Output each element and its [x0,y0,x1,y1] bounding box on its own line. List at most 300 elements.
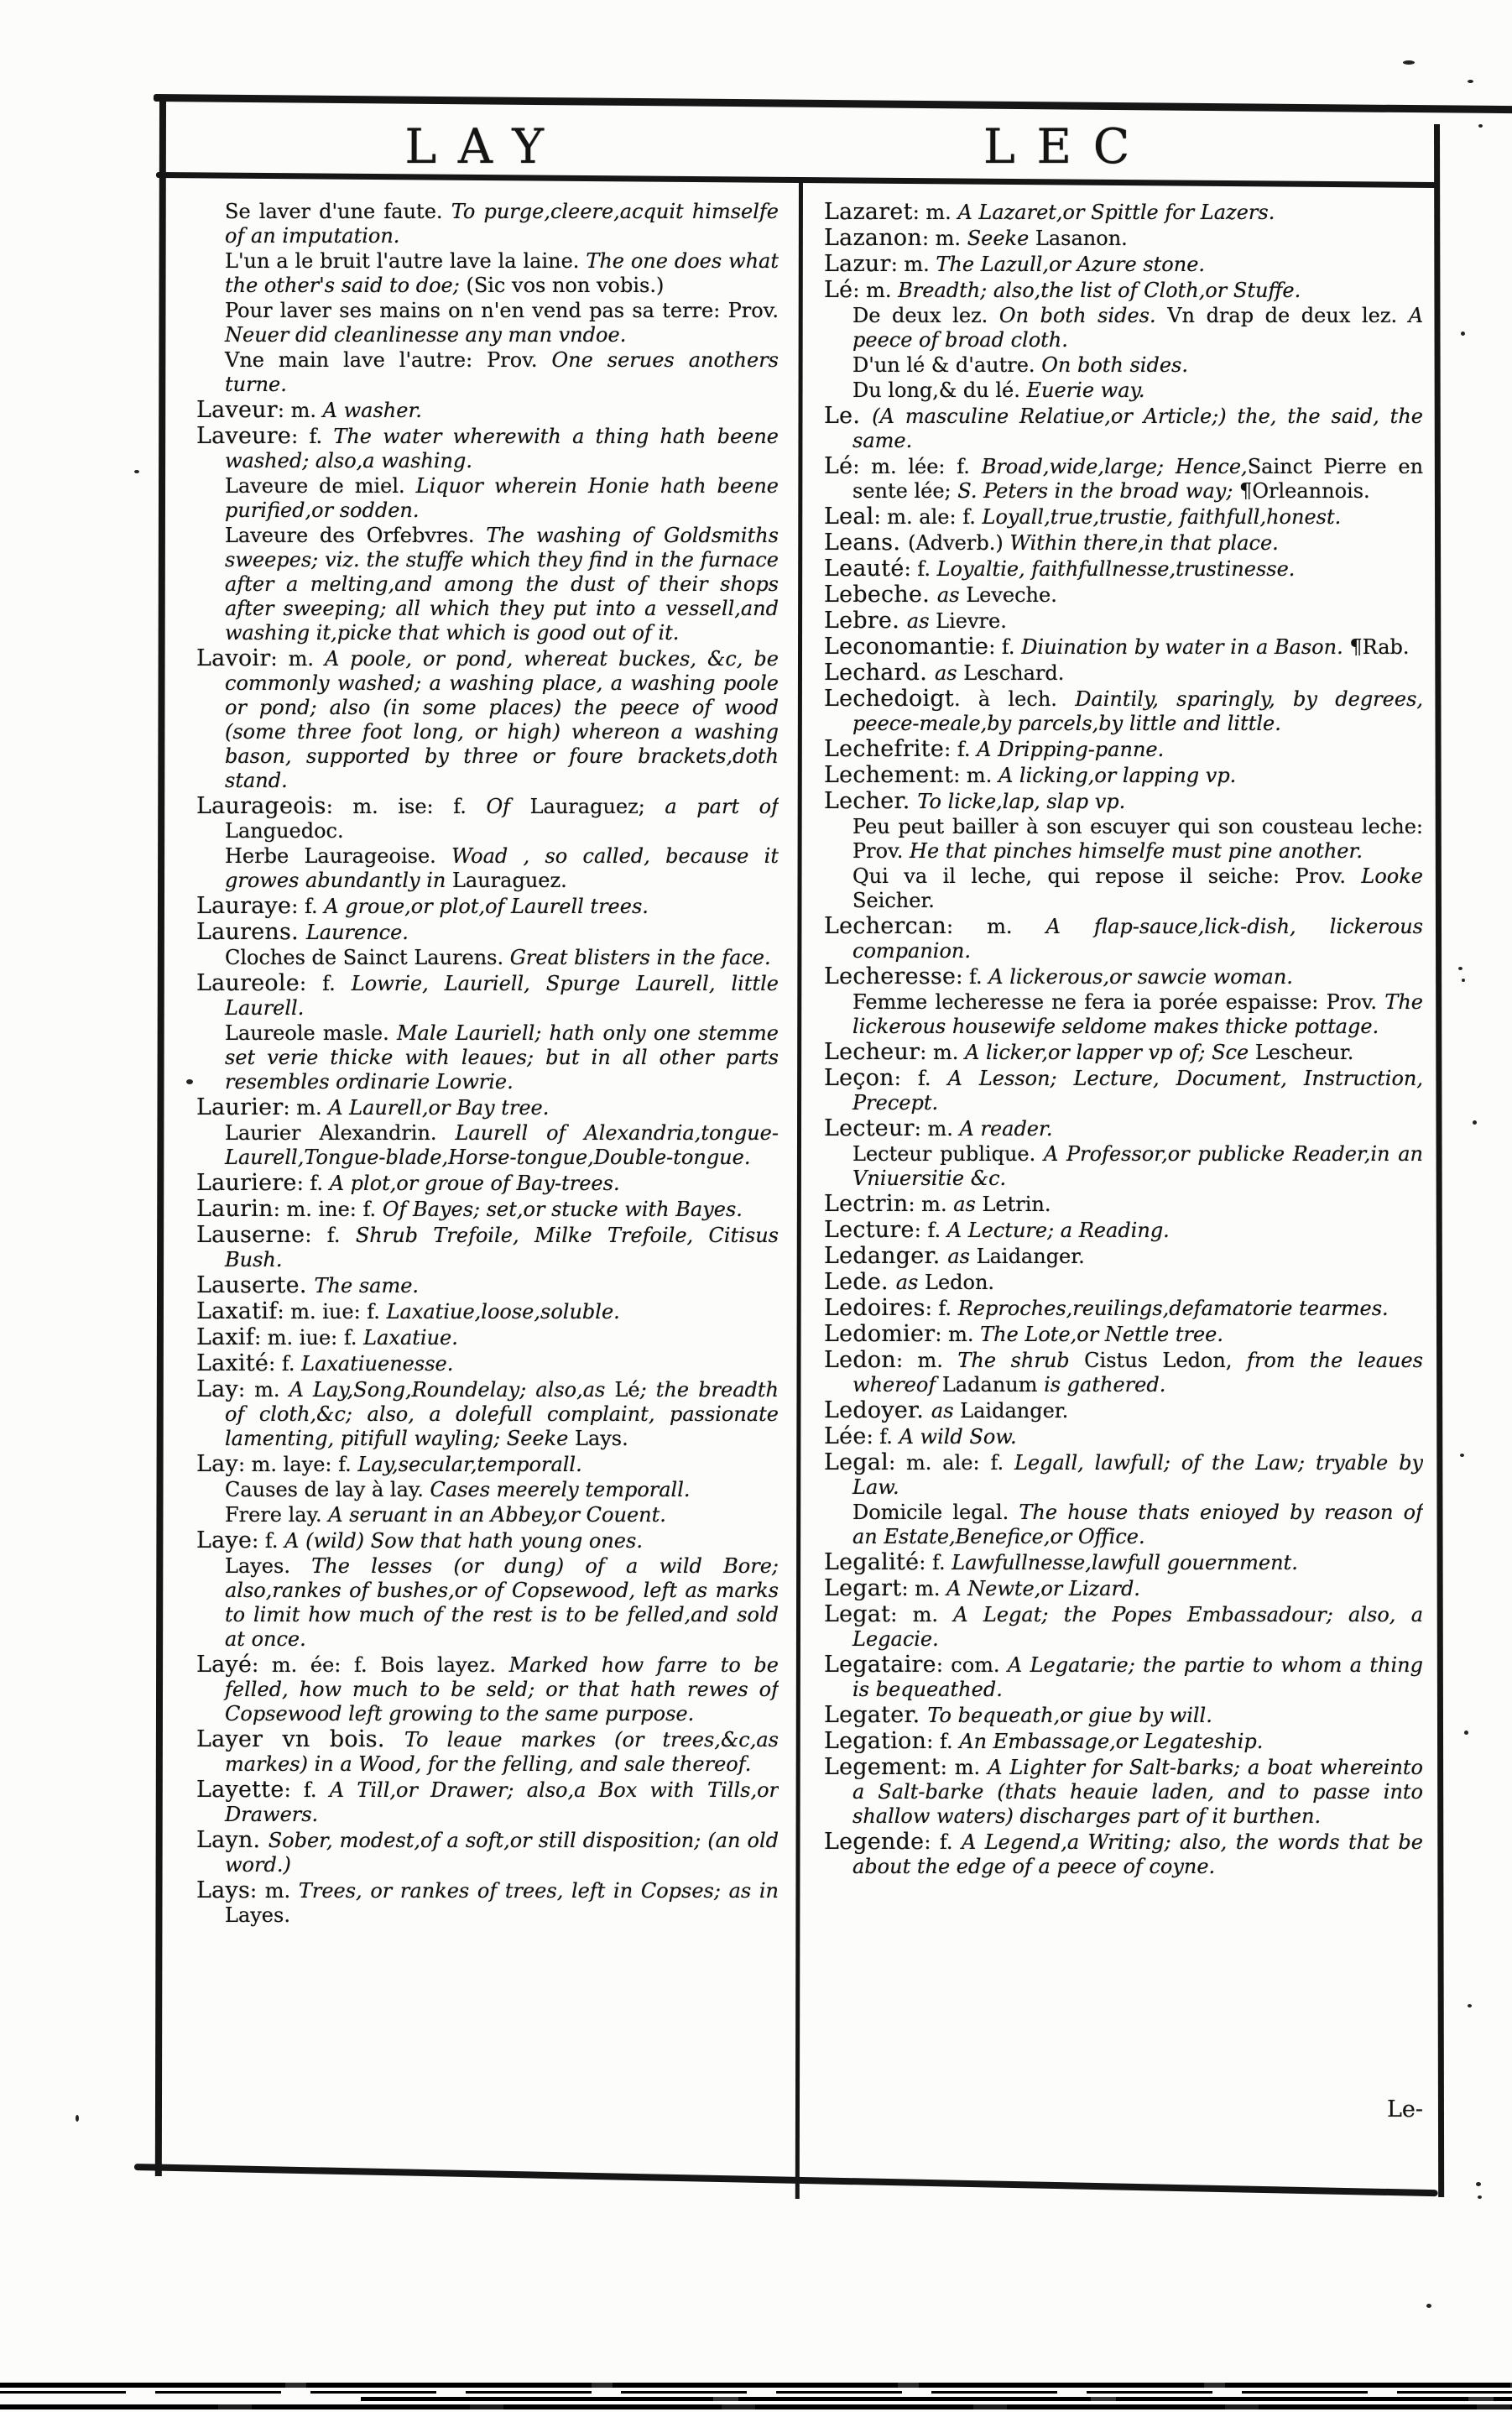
dictionary-entry [824,1218,1423,1243]
entry-gloss-english: as [906,609,936,633]
entry-text-french: : m. [908,1193,954,1216]
entry-text-french: Lauraguez. [451,869,567,892]
entry-text-french: : f. [926,1730,960,1753]
header-rule [156,172,1436,188]
entry-gloss-english: Looke [1361,864,1423,888]
entry-gloss-english: from the leaues whereof [852,1349,1423,1397]
entry-gloss-english: Lowrie, Lauriell, Spurge Laurell, little Laurell. [225,972,779,1020]
entry-text-french: : f. [284,1778,330,1802]
dictionary-entry [196,348,779,397]
scan-speck [1458,967,1462,970]
entry-text-french: Frere lay. [225,1503,329,1527]
entry-text-french: : m. [940,1756,988,1779]
dictionary-entry [824,404,1423,453]
entry-gloss-english: A Lesson; Lecture, Document, Instruction, Precept. [852,1067,1423,1115]
dictionary-entry [824,964,1423,989]
entry-gloss-english: A Lecture; a Reading. [946,1219,1170,1242]
dictionary-entry [196,299,779,347]
dictionary-entry [824,1348,1423,1397]
entry-headword: Lay [196,1451,238,1477]
entry-headword: Legater. [824,1702,928,1728]
entry-text-french: Cloches de Sainct Laurens. [225,946,510,969]
entry-text-french: . à lech. [954,687,1076,711]
dictionary-entry [824,556,1423,582]
dictionary-entry [824,1450,1423,1500]
entry-gloss-english: A Legend,a Writing; also, the words that be about the edge of a peece of coyne. [852,1830,1423,1878]
scan-artifact-band [0,2404,1512,2409]
entry-gloss-english: The shrub [957,1349,1085,1372]
entry-gloss-english: The house thats enioyed by reason of an Estate,Benefice,or Office. [852,1501,1423,1548]
entry-text-french: : m. [912,201,958,224]
entry-text-french: Lasanon. [1035,227,1128,250]
dictionary-entry [824,990,1423,1039]
dictionary-entry [196,920,779,945]
entry-gloss-english: Lay,secular,temporall. [357,1453,582,1476]
entry-text-french: : f. [296,1172,330,1195]
entry-gloss-english: A flap-sauce,lick-dish, lickerous companion. [852,915,1423,963]
entry-headword: Lay [196,1376,238,1402]
entry-headword: Lauserte. [196,1272,315,1298]
dictionary-entry [196,1351,779,1376]
dictionary-entry [196,1778,779,1827]
entry-gloss-english: To purge,cleere,acquit himselfe of an imputation. [225,200,779,248]
entry-headword: Leauté [824,556,905,582]
dictionary-entry [196,946,779,970]
dictionary-entry [196,1197,779,1222]
dictionary-entry [196,894,779,919]
entry-headword: Lectrin [824,1191,909,1217]
entry-text-french: Laveure des Orfebvres. [225,524,487,547]
entry-text-french: Lievre. [936,609,1007,633]
entry-text-french: : f. [252,1529,285,1553]
entry-text-french: Laveure de miel. [225,474,416,498]
entry-headword: Laxif [196,1324,255,1350]
entry-gloss-english: Lawfullnesse,lawfull gouernment. [952,1551,1298,1574]
entry-gloss-english: Sober, modest,of a soft,or still disposition; (an old word.) [225,1829,779,1877]
dictionary-entry [824,1322,1423,1347]
scan-speck [1460,1454,1464,1457]
entry-gloss-english: as [947,1245,977,1268]
dictionary-entry [824,353,1423,378]
entry-gloss-english: He that pinches himselfe must pine another. [910,839,1363,863]
entry-text-french: Seicher. [852,889,935,912]
dictionary-entry [196,1171,779,1196]
entry-headword: Laxatif [196,1298,278,1324]
entry-gloss-english: A licker,or lapper vp of; Sce [965,1041,1255,1064]
entry-text-french: Leschard. [963,661,1065,685]
entry-text-french: : f. [956,965,989,989]
entry-headword: Legal [824,1449,889,1475]
entry-text-french: : m. iue: f. [277,1300,387,1323]
dictionary-entry [196,200,779,248]
entry-gloss-english: To bequeath,or giue by will. [927,1704,1212,1727]
dictionary-entry [196,1452,779,1477]
scan-speck [1461,332,1465,336]
entry-headword: Laurin [196,1196,274,1222]
entry-headword: Lé [824,277,853,303]
entry-gloss-english: as [931,1399,961,1423]
entry-text-french: Du long,& du lé. [852,379,1027,402]
entry-headword: Lazaret [824,200,913,225]
entry-text-french: : m. ise: f. [326,795,487,818]
entry-gloss-english: A licking,or lapping vp. [998,764,1237,787]
dictionary-entry [196,1727,779,1777]
entry-headword: Lechard. [824,660,935,686]
entry-text-french: : m. [935,1323,981,1346]
entry-gloss-english: A wild Sow. [899,1425,1017,1449]
entry-gloss-english: Within there,in that place. [1009,531,1279,555]
entry-text-french: : m. [283,1096,329,1120]
entry-headword: Lechefrite [824,736,945,762]
dictionary-entry [196,249,779,298]
entry-headword: Lazur [824,251,891,277]
entry-text-french: Ledon. [925,1271,995,1294]
entry-gloss-english: Loyaltie, faithfullnesse,trustinesse. [936,557,1296,581]
entry-gloss-english: Daintily, sparingly, by degrees, peece-meale,by parcels,by little and little. [852,687,1423,735]
dictionary-entry [824,914,1423,963]
entry-text-french: Laidanger. [976,1245,1085,1268]
entry-headword: Ledanger. [824,1243,948,1269]
dictionary-entry [824,815,1423,864]
entry-text-french: Qui va il leche, qui repose il seiche: Prov. [852,864,1362,888]
entry-text-french: : f. [291,895,325,918]
entry-headword: Legende [824,1829,925,1855]
dictionary-entry [824,864,1423,913]
right-border-rule [1434,124,1444,2197]
scan-artifact-band [0,2383,1512,2388]
dictionary-entry [196,1121,779,1170]
entry-gloss-english: A seruant in an Abbey,or Couent. [328,1503,666,1527]
entry-gloss-english: The Lote,or Nettle tree. [980,1323,1223,1346]
entry-gloss-english: A groue,or plot,of Laurell trees. [324,895,649,918]
entry-gloss-english: The lickerous housewife seldome makes thicke pottage. [852,990,1423,1038]
entry-gloss-english: (A masculine Relatiue,or Article;) the, the said, the same. [852,405,1423,452]
dictionary-entry [824,1501,1423,1549]
entry-gloss-english: Of [486,795,530,818]
entry-gloss-english: To licke,lap, slap vp. [917,790,1126,813]
dictionary-entry [196,1095,779,1120]
entry-text-french: Causes de lay à lay. [225,1478,430,1501]
top-border-rule [154,94,1512,113]
entry-headword: Leçon [824,1065,894,1091]
entry-text-french: : m. [895,1349,958,1372]
entry-gloss-english: A Till,or Drawer; also,a Box with Tills,or Drawers. [225,1778,779,1826]
entry-gloss-english: The same. [314,1274,420,1297]
entry-gloss-english: An Embassage,or Legateship. [959,1730,1264,1753]
scan-speck [1476,2182,1481,2186]
dictionary-entry [824,252,1423,277]
dictionary-entry [196,1021,779,1094]
dictionary-entry [196,1478,779,1502]
entry-headword: Legataire [824,1652,936,1678]
entry-headword: Legalité [824,1549,920,1575]
dictionary-entry [196,1528,779,1553]
dictionary-entry [824,763,1423,788]
entry-text-french: Lé [614,1378,640,1402]
entry-text-french: : f. [269,1352,302,1376]
entry-gloss-english: Breadth; also,the list of Cloth,or Stuffe. [898,279,1301,302]
entry-text-french: : m. iue: f. [254,1326,364,1350]
dictionary-entry [824,226,1423,251]
dictionary-entry [824,1602,1423,1652]
catchword: Le- [1386,2096,1423,2122]
entry-headword: Lede. [824,1269,896,1295]
entry-gloss-english: The water wherewith a thing hath beene washed; also,a washing. [225,425,779,472]
entry-headword: Lavoir [196,645,271,671]
entry-gloss-english: A poole, or pond, whereat buckes, &c, be commonly washed; a washing place, a washing poole or pond; also (in some places) the peece of wood (some three foot long, or high) whereon a washing bason, supported by three or foure brackets,doth stand. [225,647,779,792]
entry-headword: Layé [196,1652,253,1678]
dictionary-entry [196,1828,779,1877]
entry-text-french: Peu peut bailler à son escuyer qui son cousteau leche: Prov. [852,815,1423,863]
entry-text-french: L'un a le bruit l'autre lave la laine. [225,249,587,273]
entry-gloss-english: Trees, or rankes of trees, left in Copses; as in [298,1879,779,1903]
dictionary-entry [196,646,779,793]
entry-headword: Lechedoigt [824,686,954,712]
entry-text-french: : f. [944,738,978,761]
entry-text-french: : f. [925,1297,958,1320]
entry-headword: Legat [824,1601,891,1627]
entry-headword: Lauserne [196,1222,305,1248]
scan-speck [1478,2195,1482,2199]
entry-gloss-english: Legall, lawfull; of the Law; tryable by Law. [852,1451,1423,1499]
entry-gloss-english: A (wild) Sow that hath young ones. [284,1529,643,1553]
dictionary-entry [824,789,1423,814]
entry-headword: Ledomier [824,1321,936,1347]
entry-text-french: : m. [852,279,899,302]
scan-artifact-band [361,2397,1512,2401]
entry-headword: Lecheresse [824,963,957,989]
entry-gloss-english: Broad,wide,large; Hence, [981,455,1248,478]
entry-headword: Laurens. [196,919,306,945]
entry-text-french: Sainct Pierre en sente lée; [852,455,1423,503]
dictionary-entry [196,1299,779,1324]
entry-text-french: : m. [901,1577,947,1600]
dictionary-entry [824,660,1423,686]
entry-headword: Lecheur [824,1039,920,1065]
entry-gloss-english: On both sides. [1041,353,1188,377]
dictionary-entry [196,1878,779,1928]
entry-text-french: Laureole masle. [225,1021,397,1045]
entry-headword: Legation [824,1728,927,1754]
dictionary-entry [196,524,779,645]
right-column [824,200,1423,2172]
entry-gloss-english: ; the breadth of cloth,&c; also, a dolefull complaint, passionate lamenting, pitifull wayling; Seeke [225,1378,779,1450]
entry-gloss-english: Neuer did cleanlinesse any man vndoe. [225,323,627,347]
entry-headword: Lecture [824,1217,915,1243]
entry-text-french: : m. laye: f. [237,1453,358,1476]
dictionary-entry [824,582,1423,608]
entry-headword: Lauraye [196,893,292,919]
entry-gloss-english: Laxatiuenesse. [301,1352,454,1376]
entry-gloss-english: A Legat; the Popes Embassadour; also, a Legacie. [852,1603,1423,1651]
entry-headword: Legart [824,1575,902,1601]
scan-speck [1426,2304,1431,2308]
entry-headword: Laureole [196,970,300,996]
entry-text-french: Herbe Laurageoise. [225,844,452,868]
entry-headword: Legement [824,1754,941,1780]
dictionary-entry [824,608,1423,634]
entry-headword: Laurier [196,1094,284,1120]
entry-text-french: : m. ine: f. [273,1198,383,1221]
scan-speck [76,2115,79,2122]
entry-headword: Lecher. [824,788,918,814]
entry-headword: Laye [196,1527,253,1553]
entry-text-french: Layes. [225,1554,312,1578]
entry-text-french: Domicile legal. [852,1501,1019,1524]
entry-text-french: : m. ale: f. [873,505,983,529]
entry-headword: Lebeche. [824,582,937,608]
entry-gloss-english: as [953,1193,983,1216]
entry-gloss-english: Laxatiue,loose,soluble. [386,1300,620,1323]
entry-text-french: (Adverb.) [908,531,1010,555]
entry-text-french: ¶Rab. [1349,635,1410,659]
dictionary-entry [824,1398,1423,1423]
entry-gloss-english: Liquor wherein Honie hath beene purified,or sodden. [225,474,779,522]
column-divider-rule [795,178,803,2199]
entry-gloss-english: A Professor,or publicke Reader,in an Vniuersitie &c. [852,1142,1423,1190]
scan-speck [186,1079,193,1084]
entry-text-french: : m. [270,647,325,671]
entry-text-french: Femme lecheresse ne fera ia porée espaisse: Prov. [852,990,1385,1014]
entry-gloss-english: a part of [665,795,779,818]
scan-speck [1468,2004,1472,2007]
dictionary-entry [196,844,779,893]
entry-text-french: D'un lé & d'autre. [852,353,1042,377]
entry-gloss-english: Laxatiue. [363,1326,458,1350]
entry-text-french: : f. [866,1425,899,1449]
entry-text-french: Se laver d'une faute. [225,200,451,223]
entry-headword: Lecteur [824,1115,915,1141]
entry-text-french: : f. [988,635,1022,659]
entry-gloss-english: Laurell of Alexandria,tongue-Laurell,Tongue-blade,Horse-tongue,Double-tongue. [225,1121,779,1169]
entry-gloss-english: A lickerous,or sawcie woman. [988,965,1293,989]
entry-gloss-english: A plot,or groue of Bay-trees. [329,1172,620,1195]
entry-text-french: : f. [924,1830,962,1854]
entry-text-french: : m. [914,1117,960,1141]
dictionary-entry [824,379,1423,403]
dictionary-entry [196,474,779,523]
entry-text-french: Laurier Alexandrin. [225,1121,456,1145]
dictionary-entry [824,1576,1423,1601]
entry-headword: Layette [196,1777,284,1803]
dictionary-entry [196,1652,779,1726]
dictionary-entry [824,1270,1423,1295]
entry-headword: Leal [824,504,874,530]
entry-headword: Ledoires [824,1295,925,1321]
scan-artifact-band [0,2391,1512,2394]
entry-gloss-english: Male Lauriell; hath only one stemme set verie thicke with leaues; but in all other parts resembles ordinarie Lowrie. [225,1021,779,1094]
dictionary-entry [824,1703,1423,1728]
dictionary-entry [196,1377,779,1451]
entry-gloss-english: is gathered. [1044,1373,1166,1397]
entry-text-french: De deux lez. [852,304,999,327]
entry-text-french: : m. [953,764,998,787]
entry-headword: Layer vn bois. [196,1726,404,1752]
dictionary-entry [196,1325,779,1350]
dictionary-entry [824,1192,1423,1217]
entry-text-french: Lescheur. [1254,1041,1354,1064]
entry-text-french: ¶Orleannois. [1239,479,1370,503]
entry-text-french: : f. [291,425,334,448]
entry-text-french: : f. [305,1224,356,1247]
entry-gloss-english: Of Bayes; set,or stucke with Bayes. [382,1198,743,1221]
entry-text-french: : m. ée: f. Bois layez. [252,1653,509,1677]
entry-gloss-english: S. Peters in the broad way; [957,479,1240,503]
entry-text-french: : m. [890,253,936,276]
dictionary-entry [824,1244,1423,1269]
entry-gloss-english: Reproches,reuilings,defamatorie tearmes. [957,1297,1389,1320]
entry-headword: Laurageois [196,793,326,819]
dictionary-entry [824,1729,1423,1754]
scan-speck [1468,80,1473,83]
entry-gloss-english: Loyall,true,trustie, faithfull,honest. [982,505,1342,529]
entry-gloss-english: as [934,661,964,685]
dictionary-entry [824,304,1423,352]
entry-text-french: : m. ale: f. [889,1451,1014,1475]
entry-gloss-english: Seeke [967,227,1035,250]
dictionary-entry [824,1296,1423,1321]
dictionary-entry [196,794,779,843]
entry-text-french: : m. [250,1879,299,1903]
entry-text-french: : com. [936,1653,1008,1677]
entry-text-french: : m. lée: f. [852,455,982,478]
entry-headword: Lechement [824,762,954,788]
dictionary-entry [824,504,1423,530]
dictionary-entry [824,200,1423,225]
dictionary-entry [824,687,1423,736]
left-border-rule [155,99,166,2176]
dictionary-entry [196,398,779,423]
entry-headword: Le. [824,403,873,429]
dictionary-entry [824,1040,1423,1065]
entry-text-french: Letrin. [982,1193,1051,1216]
entry-text-french: Languedoc. [225,819,344,843]
dictionary-entry [824,1424,1423,1449]
entry-headword: Layn. [196,1827,269,1853]
entry-headword: Lauriere [196,1170,297,1196]
entry-headword: Ledoyer. [824,1397,931,1423]
entry-headword: Lebre. [824,608,907,634]
scan-speck [1473,1120,1477,1125]
entry-headword: Lé [824,453,853,479]
scan-speck [134,470,139,473]
dictionary-entry [824,530,1423,556]
entry-gloss-english: A Lighter for Salt-barks; a boat whereinto a Salt-barke (thats heauie laden, and to passe into shallow waters) discharges part of it burthen. [852,1756,1423,1828]
entry-text-french: Pour laver ses mains on n'en vend pas sa terre: Prov. [225,299,779,322]
entry-gloss-english: One serues anothers turne. [225,348,779,396]
entry-text-french: Lays. [575,1427,628,1450]
entry-headword: Laveur [196,397,278,423]
entry-gloss-english: A peece of broad cloth. [852,304,1423,352]
entry-text-french: Layes. [225,1903,290,1927]
dictionary-entry [196,1273,779,1298]
entry-gloss-english: A Legatarie; the partie to whom a thing is bequeathed. [852,1653,1423,1701]
entry-text-french: Ladanum [941,1373,1045,1397]
dictionary-entry [824,1116,1423,1141]
scan-speck [1464,1731,1468,1735]
entry-headword: Ledon [824,1347,896,1373]
entry-gloss-english: A Newte,or Lizard. [946,1577,1140,1600]
entry-gloss-english: The Lazull,or Azure stone. [936,253,1206,276]
entry-gloss-english: A Lay,Song,Roundelay; also,as [289,1378,615,1402]
entry-headword: Lays [196,1877,251,1903]
entry-text-french: : f. [894,1067,948,1090]
dictionary-entry [824,454,1423,504]
dictionary-entry [196,1223,779,1272]
dictionary-entry [824,737,1423,762]
dictionary-entry [824,1652,1423,1702]
entry-text-french: : f. [919,1551,952,1574]
